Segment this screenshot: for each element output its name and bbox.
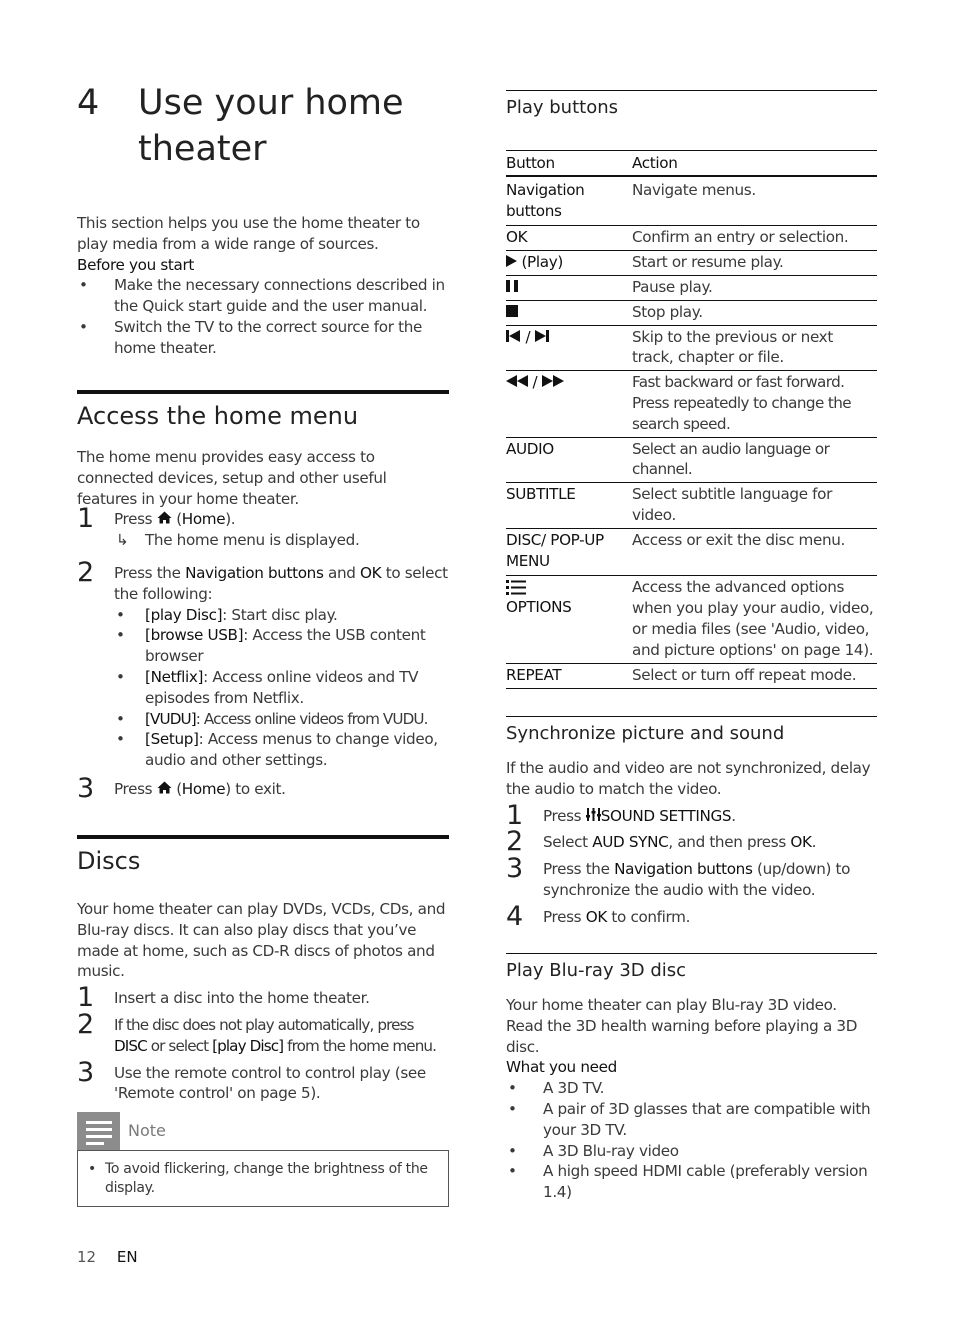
note-label: Note: [128, 1121, 166, 1140]
table-row: AUDIO Select an audio language or channel.: [506, 437, 877, 483]
col-button-header: Button: [506, 151, 632, 176]
table-row: OPTIONS Access the advanced options when you play your audio, video, or media files (see 'Audio, video, and picture options' on page 14).: [506, 576, 877, 663]
discs-text: Your home theater can play DVDs, VCDs, CDs, and Blu-ray discs. It can also play discs that you’ve made at home, such as CD-R discs of photos and music.: [77, 900, 446, 981]
sync-text: If the audio and video are not synchronized, delay the audio to match the video.: [506, 759, 871, 798]
list-item: • A pair of 3D glasses that are compatible with your 3D TV.: [508, 1099, 871, 1139]
home-icon: [157, 781, 172, 794]
arrow-right-icon: ↳: [116, 531, 129, 550]
table-row: Navigation buttons Navigate menus.: [506, 176, 877, 226]
before-you-start-label: Before you start: [77, 255, 194, 274]
step-1: 1 Press SOUND SETTINGS.: [506, 799, 736, 831]
step-3: 3 Press the Navigation buttons (up/down) to synchronize the audio with the video.: [506, 853, 851, 899]
options-list-icon: [506, 580, 526, 595]
list-item: • Switch the TV to the correct source for the home theater.: [79, 317, 422, 357]
step-4: 4 Press OK to confirm.: [506, 900, 691, 932]
note-icon: [77, 1112, 120, 1150]
language-code: EN: [116, 1248, 138, 1266]
pause-icon: [506, 280, 519, 292]
skip-previous-icon: [506, 330, 521, 342]
step-2: 2 Press the Navigation buttons and OK to select the following: • [play Disc]: Start disc play. • [browse USB]: Access the USB content browser • [Netflix]: Access online videos and TV episodes from Netflix. • [VUDU]: Access online videos from VUDU. • [Setup]: Access menus to change video, audio and other settings.: [77, 556, 448, 770]
list-item: • [Netflix]: Access online videos and TV episodes from Netflix.: [116, 667, 419, 707]
table-row: / Fast backward or fast forward. Press repeatedly to change the search speed.: [506, 371, 877, 437]
skip-next-icon: [535, 330, 550, 342]
list-item: • [Setup]: Access menus to change video, audio and other settings.: [116, 730, 438, 770]
col-action-header: Action: [632, 151, 877, 176]
section-divider: [506, 953, 877, 954]
chapter-number: 4: [77, 83, 100, 123]
play-icon: [506, 255, 517, 267]
table-row: Stop play.: [506, 300, 877, 325]
intro-section: [77, 213, 449, 359]
sound-settings-icon: [586, 808, 601, 821]
section-heading-play-buttons: Play buttons: [506, 97, 619, 118]
step-result: ↳ The home menu is displayed.: [116, 531, 360, 550]
list-item: • A 3D TV.: [508, 1079, 605, 1098]
table-row: / Skip to the previous or next track, chapter or file.: [506, 325, 877, 371]
list-item: • A 3D Blu-ray video: [508, 1141, 679, 1160]
list-item: • To avoid flickering, change the brightness of the display.: [88, 1161, 428, 1196]
page-number: 12: [77, 1248, 97, 1266]
note-box: [77, 1150, 449, 1207]
table-row: SUBTITLE Select subtitle language for video.: [506, 483, 877, 529]
note-header: [77, 1112, 449, 1150]
list-item: • Make the necessary connections described in the Quick start guide and the user manual.: [79, 276, 445, 316]
fast-forward-icon: [542, 375, 564, 387]
table-header: [506, 151, 877, 176]
step-2: 2 Select AUD SYNC, and then press OK.: [506, 826, 817, 858]
chapter-title-line2: theater: [138, 129, 267, 169]
section-heading-home-menu: Access the home menu: [77, 402, 359, 430]
intro-text: This section helps you use the home theater to play media from a wide range of sources.: [77, 214, 420, 253]
fast-backward-icon: [506, 375, 528, 387]
play-buttons-table: [506, 150, 877, 689]
what-you-need-label: What you need: [506, 1058, 617, 1077]
section-heading-bluray-3d: Play Blu-ray 3D disc: [506, 960, 687, 981]
section-divider: [77, 835, 449, 839]
table-row: OK Confirm an entry or selection.: [506, 226, 877, 251]
section-heading-discs: Discs: [77, 847, 141, 875]
home-icon: [157, 511, 172, 524]
section-divider: [506, 716, 877, 717]
table-row: REPEAT Select or turn off repeat mode.: [506, 663, 877, 689]
section-heading-sync: Synchronize picture and sound: [506, 723, 785, 744]
list-item: • [browse USB]: Access the USB content browser: [116, 626, 426, 666]
list-item: • [VUDU]: Access online videos from VUDU.: [116, 709, 428, 728]
step-3: 3 Press (Home) to exit.: [77, 772, 286, 804]
table-row: Pause play.: [506, 275, 877, 300]
discs-section: [77, 899, 449, 1104]
step-3: 3 Use the remote control to control play (see 'Remote control' on page 5).: [77, 1056, 426, 1103]
stop-icon: [506, 305, 519, 317]
bluray3d-section: [506, 995, 877, 1203]
step-2: 2 If the disc does not play automatically, press DISC or select [play Disc] from the home menu.: [77, 1008, 437, 1055]
page-footer: [77, 1248, 138, 1266]
list-item: • A high speed HDMI cable (preferably version 1.4): [508, 1162, 868, 1202]
section-divider: [77, 390, 449, 394]
sync-section: [506, 758, 877, 932]
step-1: 1 Press (Home). ↳ The home menu is displayed.: [77, 509, 449, 551]
table-row: DISC/ POP-UP MENU Access or exit the disc menu.: [506, 528, 877, 576]
step-1: 1 Insert a disc into the home theater.: [77, 982, 370, 1014]
section-divider: [506, 90, 877, 91]
chapter-title-line1: Use your home: [138, 83, 404, 123]
table-row: (Play) Start or resume play.: [506, 251, 877, 276]
home-menu-section: [77, 447, 449, 804]
list-item: • [play Disc]: Start disc play.: [116, 605, 338, 624]
chapter-heading: [77, 80, 449, 172]
bluray3d-text: Your home theater can play Blu-ray 3D video. Read the 3D health warning before playing a 3D disc.: [506, 996, 858, 1056]
home-menu-text: The home menu provides easy access to connected devices, setup and other useful features in your home theater.: [77, 448, 387, 508]
